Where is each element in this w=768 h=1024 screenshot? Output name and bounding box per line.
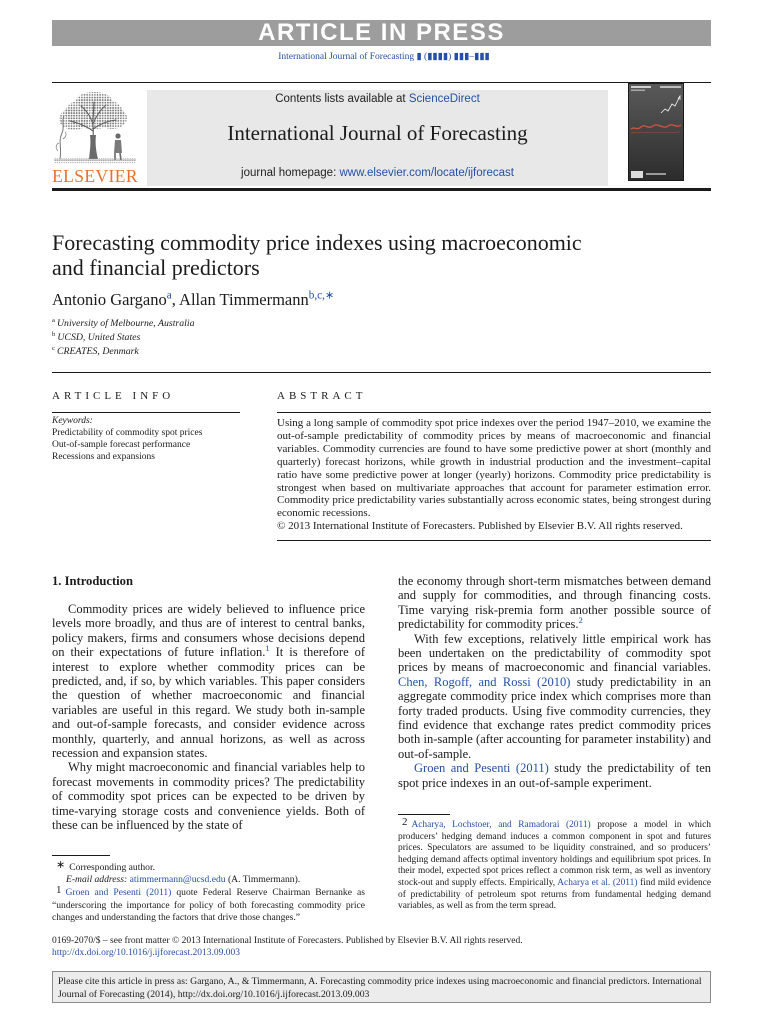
- section-divider-rule: [52, 372, 711, 373]
- abstract-text: Using a long sample of commodity spot price indexes over the period 1947–2010, we examine the out-of-sample predictability of commodity prices by means of macroeconomic and financial variables. Commodity currencies are found to have some predictive power at short (monthly and quarterly) forecast horizons, while growth in industrial production and the investment–capital ratio have some predictive power at longer (yearly) horizons. Commodity price predictability is strongest when based on multivariate approaches that account for parameter estimation error. Commodity price predictability varies substantially across economic states, being strongest during economic recessions.: [277, 417, 711, 520]
- affiliation-marker-link[interactable]: a: [166, 289, 172, 302]
- left-footnotes: [52, 861, 365, 924]
- footnote-marker-link[interactable]: 1: [265, 643, 270, 654]
- text-run: (A. Timmermann).: [225, 874, 301, 886]
- journal-cover-image[interactable]: [628, 83, 684, 181]
- keyword-item: Recessions and expansions: [52, 452, 155, 462]
- elsevier-logo[interactable]: [52, 91, 138, 186]
- affiliation-text: CREATES, Denmark: [56, 346, 139, 357]
- affiliation-text: University of Melbourne, Australia: [56, 318, 195, 329]
- keyword-item: Out-of-sample forecast performance: [52, 440, 191, 450]
- reference-link[interactable]: Chen, Rogoff, and Rossi (2010): [398, 674, 571, 689]
- footnote-separator: [52, 855, 110, 856]
- footnote-separator: [398, 814, 450, 815]
- keyword-item: Predictability of commodity spot prices: [52, 428, 203, 438]
- article-title: Forecasting commodity price indexes using macroeconomic and financial predictors: [52, 230, 582, 280]
- body-right-column: [398, 574, 711, 790]
- reference-link[interactable]: Acharya, Lochstoer, and Ramadorai (2011): [411, 820, 591, 830]
- sciencedirect-link[interactable]: ScienceDirect: [408, 93, 480, 105]
- journal-cover-icon: [628, 83, 684, 181]
- article-in-press-banner: [52, 20, 711, 46]
- body-paragraph: [398, 761, 711, 790]
- footnote-marker-link[interactable]: 2: [578, 615, 583, 626]
- footnote-text: Corresponding author.: [69, 862, 156, 873]
- front-matter: [52, 935, 711, 959]
- reference-link[interactable]: Acharya et al. (2011): [557, 877, 638, 888]
- banner-text: ARTICLE IN PRESS: [258, 19, 505, 46]
- text-run: It is therefore of interest to explore whether commodity prices can be predicted, and, if so, by which variables. This paper considers the question of whether macroeconomic and financial variables are useful in this regard. We study both in-sample and out-of-sample forecasts, and consider evidence across monthly, quarterly, and annual horizons, as well as across recession and expansion states.: [52, 645, 365, 761]
- footnote-2: [398, 816, 711, 913]
- italic-label: E-mail address:: [66, 874, 130, 886]
- body-paragraph: [52, 760, 365, 832]
- text-run: the economy through short-term mismatches between demand and supply for commodities, and through financing costs. Time varying risk-premia form another possible source of predictability for commodity prices.: [398, 574, 711, 632]
- body-left-column: [52, 602, 365, 833]
- affiliation-list: [52, 317, 194, 359]
- body-paragraph-continued: [398, 574, 711, 632]
- front-matter-text: 0169-2070/$ – see front matter © 2013 International Institute of Forecasters. Published by Elsevier B.V. All rights reserved.: [52, 936, 523, 946]
- text-run: propose a model in which producers’ hedging demand induces a common component in spot and futures prices. Speculators are assumed to be liquidity constrained, and so producers’ hedging demand affects optimal inventory holdings and equilibrium spot prices. In their model, expected spot prices reflect a common risk term, as well as inventory stock-out and supply effects. Empirically,: [398, 820, 711, 888]
- abstract-top-rule: [277, 412, 711, 413]
- affiliation-item: [52, 317, 194, 331]
- affiliation-mark: a: [52, 316, 55, 324]
- section-heading-introduction: 1. Introduction: [52, 574, 133, 588]
- corresponding-author-note: [52, 861, 365, 874]
- body-paragraph: [52, 602, 365, 760]
- abstract-block: [277, 417, 711, 533]
- text-run: study the predictability of ten spot price indexes in an out-of-sample experiment.: [398, 761, 711, 790]
- affiliation-item: [52, 345, 194, 359]
- text-run: find mild evidence of predictability of petroleum spot returns from fundamental hedging demand variables, as well as from the term spread.: [398, 877, 711, 912]
- author-list: [52, 290, 334, 310]
- citation-notice-text: Please cite this article in press as: Gargano, A., & Timmermann, A. Forecasting commodity price indexes using macroeconomic and financial predictors. International Journal of Forecasting (2014), http://dx.doi.org/10.1016/j.ijforecast.2013.09.003: [58, 976, 702, 1000]
- affiliation-text: UCSD, United States: [57, 332, 141, 343]
- journal-title[interactable]: International Journal of Forecasting: [227, 121, 528, 145]
- footnote-text: [398, 820, 711, 911]
- body-paragraph: [398, 632, 711, 762]
- affiliation-item: [52, 331, 194, 345]
- contents-available-line: [147, 92, 608, 106]
- affiliation-marker-link[interactable]: b,c,∗: [308, 289, 335, 302]
- journal-homepage-line: [147, 166, 608, 180]
- keywords-block: [52, 415, 240, 463]
- text-run: journal homepage:: [241, 167, 340, 179]
- article-info-heading: ARTICLE INFO: [52, 390, 175, 402]
- text-run: With few exceptions, relatively little empirical work has been undertaken on the predictability of commodity spot prices by means of macroeconomic and financial variables.: [398, 631, 711, 675]
- journal-header-box: [147, 90, 608, 186]
- footnote-text: [52, 887, 365, 922]
- affiliation-mark: c: [52, 344, 55, 352]
- abstract-copyright: © 2013 International Institute of Forecasters. Published by Elsevier B.V. All rights reserved.: [277, 520, 683, 533]
- footnote-mark: 2: [402, 816, 408, 828]
- footnote-mark: ∗: [56, 859, 66, 871]
- journal-reference-link[interactable]: International Journal of Forecasting ▮ (▮▮▮▮) ▮▮▮–▮▮▮: [278, 52, 490, 62]
- text-run: quote Federal Reserve Chairman Bernanke as “underscoring the importance for policy of both forecasting commodity price changes and understanding the factors that drive those changes.”: [52, 887, 365, 923]
- email-link[interactable]: atimmermann@ucsd.edu: [129, 874, 226, 886]
- reference-link[interactable]: Groen and Pesenti (2011): [65, 887, 172, 899]
- elsevier-tree-icon: [52, 91, 138, 165]
- article-info-rule: [52, 412, 240, 413]
- footnote-mark: 1: [56, 884, 62, 897]
- header-top-rule: [52, 82, 711, 83]
- abstract-bottom-rule: [277, 540, 711, 541]
- header-bottom-rule: [52, 188, 711, 191]
- text-run: Commodity prices are widely believed to influence price levels more broadly, and thus are of interest to central banks, policy makers, firms and consumers whose decisions depend on their expectations of future inflation.: [52, 602, 365, 660]
- text-run: Why might macroeconomic and financial variables help to forecast movements in commodity prices? The predictability of commodity spot prices can be expected to be driven by time-varying storage costs and convenience yields. Both of these can be influenced by the state of: [52, 760, 365, 833]
- doi-link[interactable]: http://dx.doi.org/10.1016/j.ijforecast.2013.09.003: [52, 948, 240, 958]
- text-run: Contents lists available at: [275, 93, 409, 105]
- citation-notice-box: [52, 971, 711, 1003]
- author-name: Antonio Gargano: [52, 290, 167, 309]
- affiliation-mark: b: [52, 330, 56, 338]
- text-run: study predictability in an aggregate commodity price index which comprises more than forty traded products. Using five commodity currencies, they find evidence that exchange rates predict commodity prices both in-sample (after accounting for parameter instability) and out-of-sample.: [398, 674, 711, 761]
- email-note: [52, 874, 365, 886]
- reference-link[interactable]: Groen and Pesenti (2011): [414, 761, 549, 776]
- author-name: , Allan Timmermann: [171, 290, 309, 309]
- footnote-1: [52, 886, 365, 924]
- abstract-heading: ABSTRACT: [277, 390, 367, 402]
- journal-homepage-link[interactable]: www.elsevier.com/locate/ijforecast: [339, 167, 514, 179]
- keywords-label: Keywords:: [52, 416, 93, 426]
- elsevier-wordmark: ELSEVIER: [52, 166, 138, 186]
